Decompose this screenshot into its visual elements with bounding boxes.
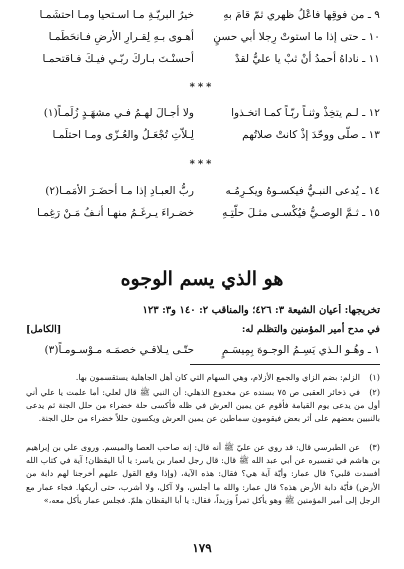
footnote-number: (١) bbox=[369, 372, 380, 382]
verse-second-hemistich: خيرُ البريّـةِ مـا اسـتحيا ومـا احتشَمـا bbox=[39, 9, 194, 21]
footnote-text: في ذخائر العقبى ص ٧٥ بسنده عن مخدوع الذهلي: أن النبي ﷺ قال لعلي: أما علمت يا علي أني أول من يدعى يوم القيامة فأقوم عن يمين العرش في ظله فأكسى حلة خضراء من حلل الجنة ثم يدعى بالنبيين بعضهم على أثر بعض فيقومون سماطين عن يمين العرش ويكسون حللاً خضراء من حلل الجنة. bbox=[26, 387, 380, 424]
verse-line-14 bbox=[26, 181, 380, 201]
footnote-text: عن الطبرسي قال: قد روي عن عليّ ﷺ أنه قال: إنه صاحب العصا والميسم. وروى علي بن إبراهيم بن هاشم في تفسيره عن أبي عبد الله ﷺ قال: قال رجل لعمار بن ياسر: يا أبا اليقظان! آية في كتاب الله أفسدت قلبي؟ قال عمار: وأيّة آية هي؟ فقال: هذه الآية، (وإذا وقع القول عليهم أخرجنا لهم دابة من الأرض) فأيّة دابة الأرض هذه؟ قال عمار: والله ما أجلس، ولا آكل، ولا أشرب، حتى أريكها. فجاء عمار مع الرجل إلى أمير المؤمنين ﷺ وهو يأكل تمراً وزبداً، فقال: يا أبا اليقظان هلمّ. فجلس عمار يأكل معه،» bbox=[26, 442, 380, 505]
verse-first-hemistich: ١٢ ـ لـم يتخِذْ وثنـاً ربّـاً كمـا اتخـذوا bbox=[231, 107, 380, 119]
verse-line-13 bbox=[26, 125, 380, 145]
footnote-2 bbox=[26, 386, 380, 440]
verse-second-hemistich: ربُّ العبـادِ إذا مـا أحضَـرَ الأمَمـا(٢) bbox=[45, 185, 194, 197]
verse-second-hemistich: ولا أجـالَ لهـمُ فـي مشهَـدٍ زُلَمـاً(١) bbox=[43, 107, 194, 119]
verse-first-hemistich: ١٤ ـ يُدعى النبـيُّ فيكسـوهُ ويكـرِمُـه bbox=[225, 185, 380, 197]
section-separator-stars: *** bbox=[189, 82, 215, 93]
page-number: ١٧٩ bbox=[192, 541, 212, 555]
meter-label: [الكامل] bbox=[26, 324, 62, 335]
footnote-1 bbox=[26, 371, 380, 385]
verse-line-9 bbox=[26, 5, 380, 25]
verse-second-hemistich: لِـلاّتِ تُجْعَـلُ والعُـزّى ومـا احتلَمـا bbox=[52, 129, 194, 141]
verse-first-hemistich: ٩ ـ من فوقِها فاعْلُ ظهري ثمّ قامَ بهِ bbox=[223, 9, 380, 21]
takhrij-sources: تخريجها: أعيان الشيعة ٣: ٤٢٦؛ والمناقب ٢: ١٤٠ و٣: ١٢٣ bbox=[142, 305, 380, 316]
footnote-3 bbox=[26, 441, 380, 534]
section-separator-stars: *** bbox=[189, 159, 215, 170]
section-intro: في مدح أمير المؤمنين والتظلم له: bbox=[241, 324, 380, 335]
verse-line-15 bbox=[26, 203, 380, 223]
footnote-number: (٣) bbox=[369, 442, 380, 452]
verse-second-hemistich: حتّـى يـلاقـي خصمَـه مـوْسـومـاً(٣) bbox=[44, 344, 194, 356]
verse-line-12 bbox=[26, 103, 380, 123]
verse-second-hemistich: أهـوى بـهِ لِقـرارِ الأرضِ فـانحَطَمـا bbox=[48, 31, 194, 43]
verse-first-hemistich: ١ ـ وهُـو الـذي يَسِـمُ الوجـوهَ بِمِيسَـمٍ bbox=[221, 344, 380, 356]
verse-first-hemistich: ١٥ ـ ثـمَّ الوصـيُّ فيُكْسـى مثـلَ حلّتِـهِ bbox=[222, 207, 380, 219]
section-title: هو الذي يسم الوجوه bbox=[120, 268, 284, 290]
footnote-text: الزلم: بضم الزاي والجمع الأزلام، وهي السهام التي كان أهل الجاهلية يستقسمون بها. bbox=[75, 372, 360, 382]
verse-line-1 bbox=[26, 340, 380, 360]
section-intro-row bbox=[26, 323, 380, 337]
verse-first-hemistich: ١١ ـ ناداهُ أحمدُ أنْ ثبْ يا عليُّ لقدْ bbox=[234, 53, 380, 65]
footnote-divider bbox=[190, 364, 380, 365]
verse-second-hemistich: أحسنْـتَ بـاركَ ربّـي فيـكَ فـاقتحمـا bbox=[42, 53, 194, 65]
verse-line-11 bbox=[26, 49, 380, 69]
verse-first-hemistich: ١٠ ـ حتى إذا ما استوتْ رِجلا أبي حسنٍ bbox=[213, 31, 380, 43]
verse-line-10 bbox=[26, 27, 380, 47]
footnote-number: (٢) bbox=[369, 387, 380, 397]
verse-second-hemistich: خضـراءَ يـرغَـمُ منهـا أنـفُ مَـنْ رَغِمـا bbox=[36, 207, 194, 219]
verse-first-hemistich: ١٣ ـ صلّى ووحّدَ إذْ كانتْ صلاتُهم bbox=[242, 129, 380, 141]
